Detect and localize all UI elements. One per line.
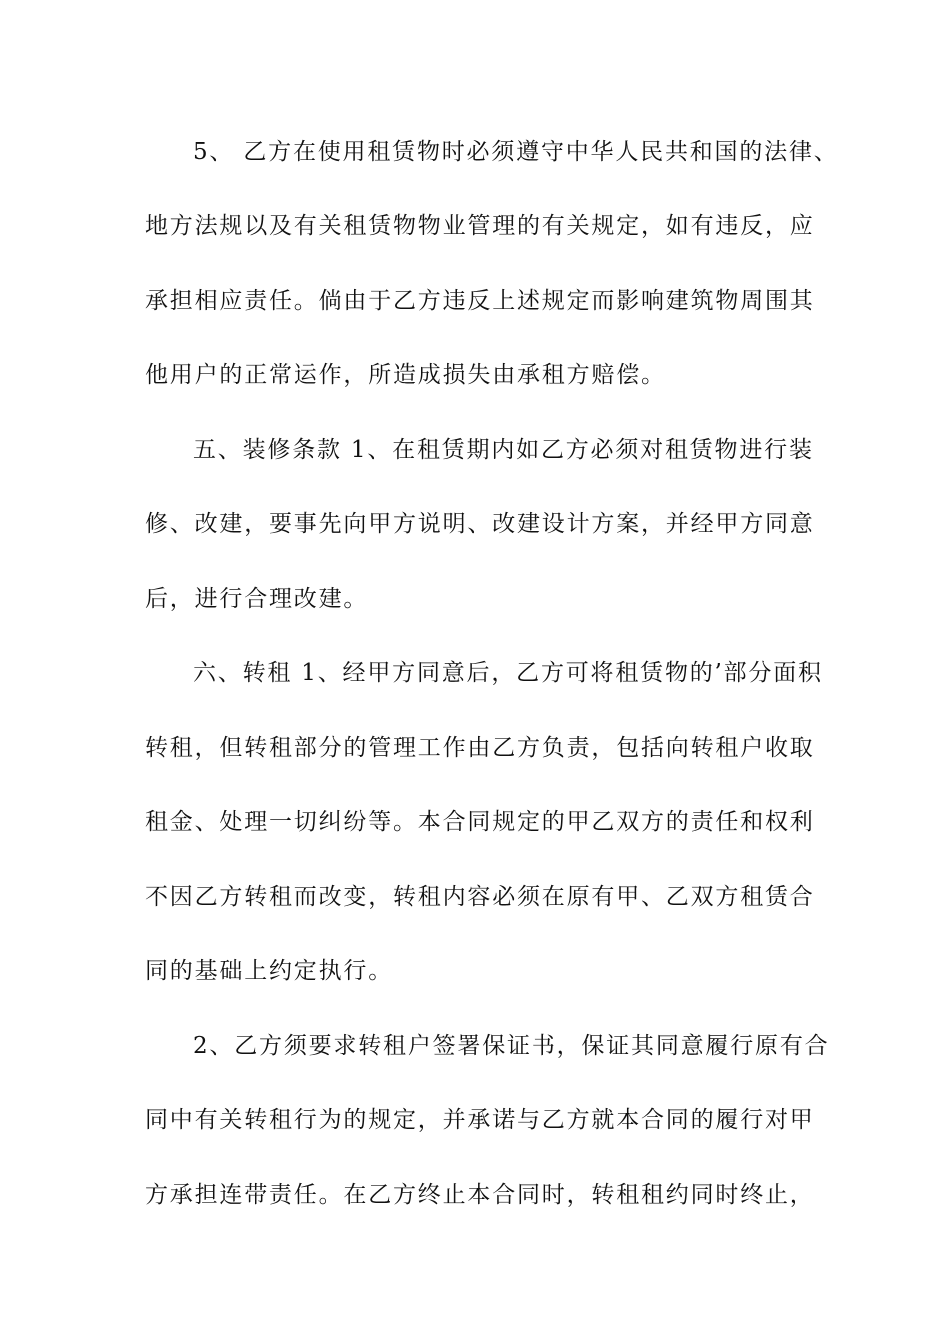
- text-line: 租金、处理一切纠纷等。本合同规定的甲乙双方的责任和权利: [145, 809, 815, 835]
- text-line: 修、改建，要事先向甲方说明、改建设计方案，并经甲方同意: [145, 511, 815, 537]
- text-line: 方承担连带责任。在乙方终止本合同时，转租租约同时终止，: [145, 1182, 815, 1208]
- text-line: 同的基础上约定执行。: [145, 958, 393, 984]
- text-line: 他用户的正常运作，所造成损失由承租方赔偿。: [145, 362, 666, 388]
- text-line: 2、乙方须要求转租户签署保证书，保证其同意履行原有合: [193, 1033, 830, 1059]
- text-line: 同中有关转租行为的规定，并承诺与乙方就本合同的履行对甲: [145, 1107, 815, 1133]
- text-line: 六、转租 1、经甲方同意后，乙方可将租赁物的’部分面积: [193, 660, 823, 686]
- text-line: 地方法规以及有关租赁物物业管理的有关规定，如有违反，应: [145, 213, 815, 239]
- text-line: 后，进行合理改建。: [145, 586, 369, 612]
- text-line: 5、 乙方在使用租赁物时必须遵守中华人民共和国的法律、: [193, 139, 839, 165]
- text-line: 转租，但转租部分的管理工作由乙方负责，包括向转租户收取: [145, 735, 815, 761]
- text-line: 不因乙方转租而改变，转租内容必须在原有甲、乙双方租赁合: [145, 884, 815, 910]
- text-line: 承担相应责任。倘由于乙方违反上述规定而影响建筑物周围其: [145, 288, 815, 314]
- text-line: 五、装修条款 1、在租赁期内如乙方必须对租赁物进行装: [193, 437, 814, 463]
